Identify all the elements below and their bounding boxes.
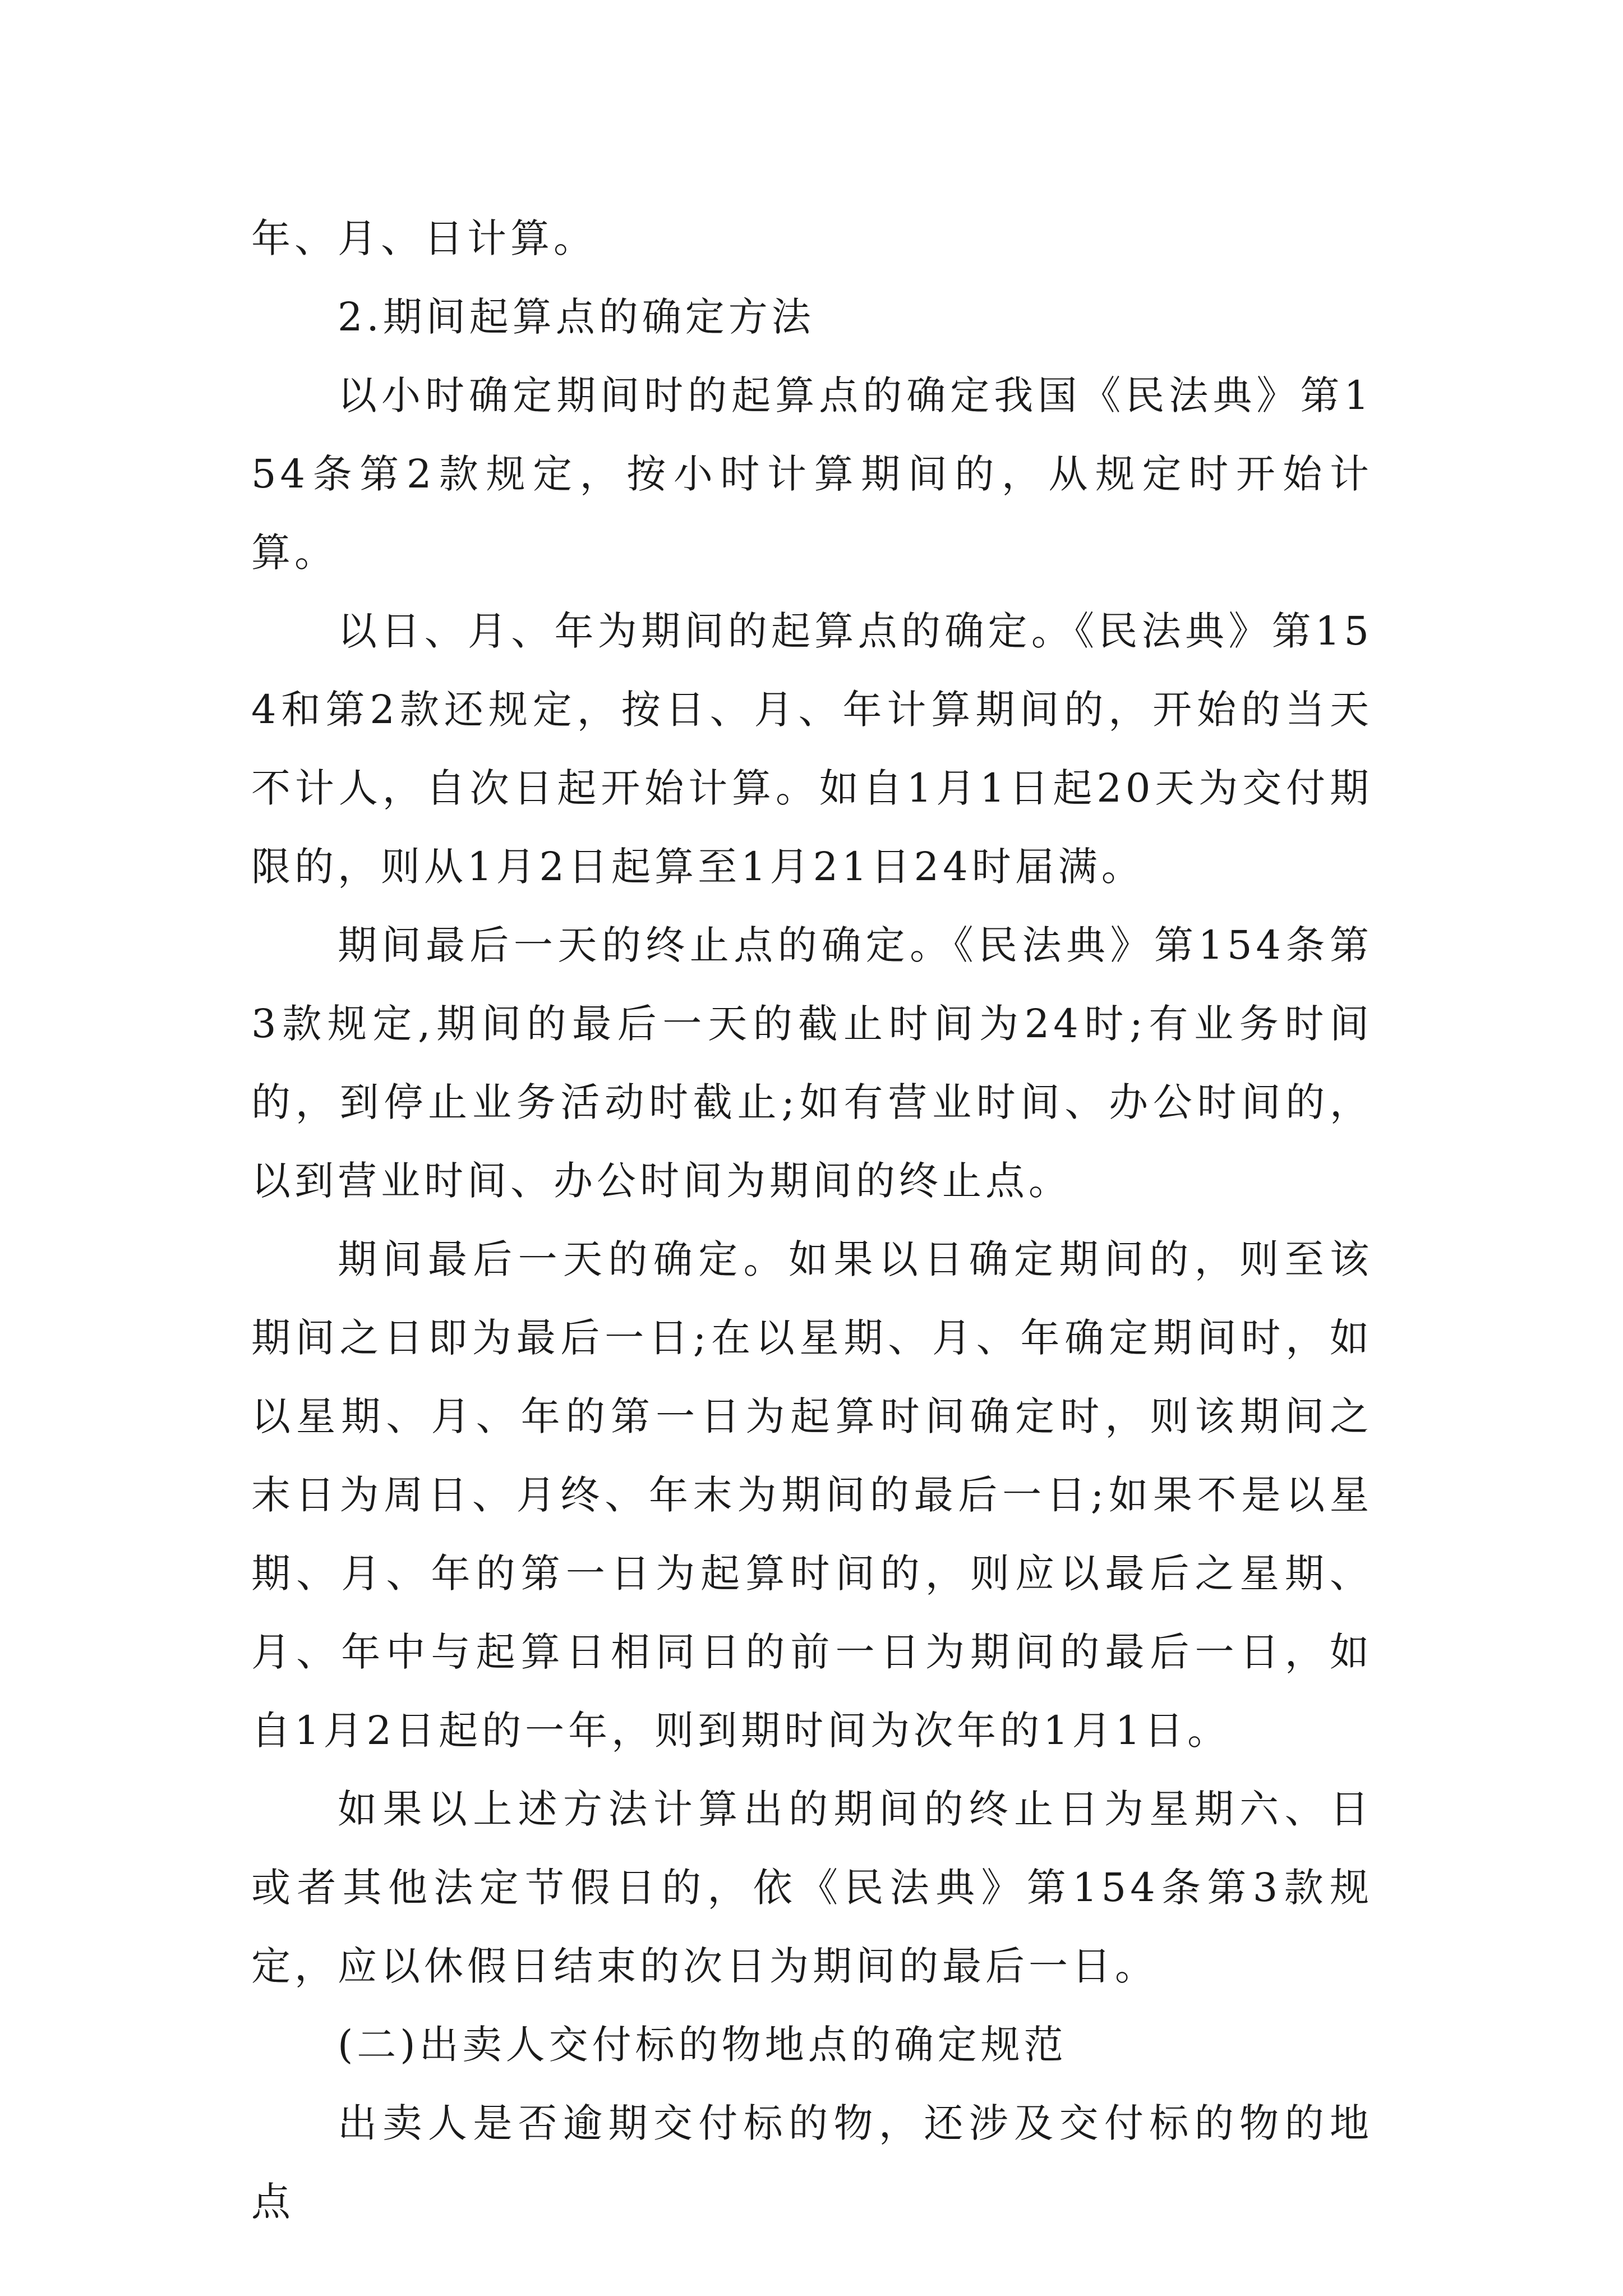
paragraph-last-day-endpoint: 期间最后一天的终止点的确定。《民法典》第154条第3款规定,期间的最后一天的截止时间为24时;有业务时间的，到停止业务活动时截止;如有营业时间、办公时间的，以到营业时间、办公时间为期间的终止点。 [251, 922, 1373, 1204]
paragraph-holiday-rule: 如果以上述方法计算出的期间的终止日为星期六、日或者其他法定节假日的，依《民法典》第154条第3款规定，应以休假日结束的次日为期间的最后一日。 [251, 1786, 1373, 1989]
paragraph-last-day-determination: 期间最后一天的确定。如果以日确定期间的，则至该期间之日即为最后一日;在以星期、月、年确定期间时，如以星期、月、年的第一日为起算时间确定时，则该期间之末日为周日、月终、年末为期间的最后一日;如果不是以星期、月、年的第一日为起算时间的，则应以最后之星期、月、年中与起算日相同日的前一日为期间的最后一日，如自1月2日起的一年，则到期时间为次年的1月1日。 [251, 1236, 1373, 1754]
paragraph-hour-start: 以小时确定期间时的起算点的确定我国《民法典》第154条第2款规定，按小时计算期间的，从规定时开始计算。 [251, 372, 1373, 576]
paragraph-continuation: 年、月、日计算。 [251, 215, 597, 261]
body-text [251, 199, 1373, 2241]
section-heading-period-start: 2.期间起算点的确定方法 [338, 294, 815, 340]
section-heading-delivery-place: (二)出卖人交付标的物地点的确定规范 [338, 2022, 1067, 2068]
paragraph-delivery-place: 出卖人是否逾期交付标的物，还涉及交付标的物的地点 [251, 2100, 1373, 2225]
paragraph-day-month-year-start: 以日、月、年为期间的起算点的确定。《民法典》第154和第2款还规定，按日、月、年计算期间的，开始的当天不计人，自次日起开始计算。如自1月1日起20天为交付期限的，则从1月2日起算至1月21日24时届满。 [251, 608, 1373, 890]
